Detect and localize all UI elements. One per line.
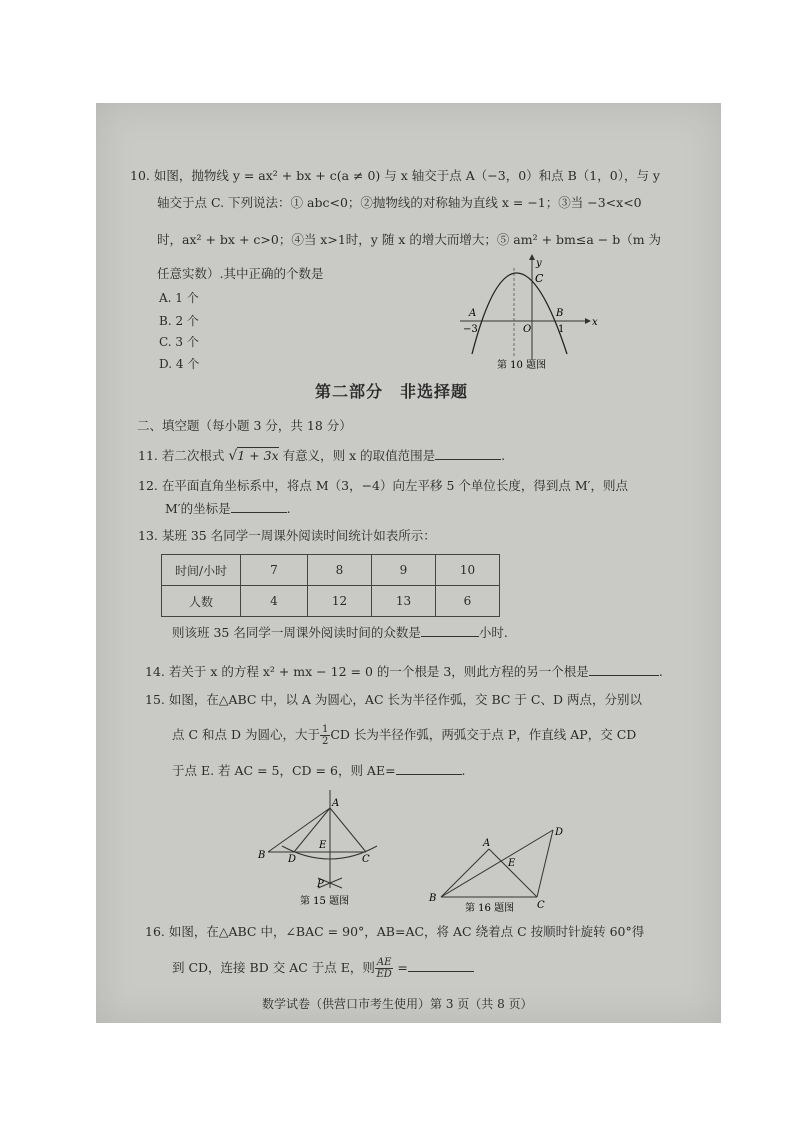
- label-e: E: [319, 840, 327, 851]
- q14-answer-blank[interactable]: [589, 663, 659, 676]
- line-ac: [330, 808, 366, 852]
- q14-post: .: [658, 664, 663, 679]
- table-cell: 人数: [162, 586, 241, 617]
- q10-option-a: A. 1 个: [159, 291, 199, 305]
- q12-line2: M′的坐标是 .: [165, 501, 291, 516]
- label-a: A: [469, 308, 477, 319]
- table-cell: 12: [308, 586, 372, 617]
- table-row: [162, 555, 500, 586]
- label-d: D: [288, 854, 297, 865]
- section2-header: 二、填空题（每小题 3 分，共 18 分）: [137, 418, 352, 433]
- q16-line2: [172, 957, 474, 980]
- label-b: B: [556, 308, 564, 319]
- q16-line1: 16. 如图，在△ABC 中，∠BAC = 90°，AB=AC，将 AC 绕着点 C 按顺时针旋转 60°得: [145, 924, 645, 939]
- q15-answer-blank[interactable]: [396, 762, 462, 775]
- q15-line3: [172, 762, 466, 779]
- label-c: C: [535, 272, 544, 285]
- label-b: B: [258, 850, 266, 861]
- q12-line2-text: M′的坐标是: [165, 501, 231, 516]
- table-cell: 6: [436, 586, 500, 617]
- q10-option-b: B. 2 个: [159, 314, 199, 328]
- q10-line4: 任意实数）.其中正确的个数是: [157, 266, 324, 281]
- q15-line3-pre: 于点 E. 若 AC = 5，CD = 6，则 AE=: [172, 763, 396, 778]
- q11-pre: 11. 若二次根式: [138, 448, 229, 463]
- q16-answer-blank[interactable]: [408, 959, 474, 972]
- line-ac: [489, 849, 537, 897]
- q13-intro: 13. 某班 35 名同学一周课外阅读时间统计如表所示：: [138, 528, 436, 543]
- q15-line2: [172, 724, 636, 747]
- figure-10-parabola: [455, 250, 605, 375]
- label-e: E: [508, 858, 516, 869]
- table-cell: 7: [241, 555, 308, 586]
- q12-answer-blank[interactable]: [231, 500, 287, 513]
- label-d: D: [555, 827, 564, 838]
- q15-fraction: [320, 724, 330, 747]
- label-y: y: [536, 258, 542, 269]
- table-cell: 时间/小时: [162, 555, 241, 586]
- table-row: [162, 586, 500, 617]
- q15-line2-post: CD 长为半径作弧，两弧交于点 P，作直线 AP，交 CD: [330, 727, 637, 742]
- q11-post: 有意义，则 x 的取值范围是: [278, 448, 436, 463]
- q13-question: [172, 624, 508, 641]
- label-x: x: [592, 317, 598, 328]
- table-cell: 9: [372, 555, 436, 586]
- q11-answer-blank[interactable]: [435, 447, 501, 460]
- q13-after-pre: 则该班 35 名同学一周课外阅读时间的众数是: [172, 625, 421, 640]
- q16-line2-post: =: [393, 960, 408, 975]
- q10-option-c: C. 3 个: [159, 335, 199, 349]
- label-c: C: [537, 900, 545, 911]
- q14: [145, 663, 663, 680]
- label-c: C: [362, 854, 370, 865]
- fraction-denominator: ED: [376, 969, 392, 980]
- q16-line2-pre: 到 CD，连接 BD 交 AC 于点 E，则: [172, 960, 375, 975]
- page-footer: 数学试卷（供营口市考生使用）第 3 页（共 8 页）: [262, 997, 533, 1011]
- fraction-numerator: 1: [321, 724, 329, 735]
- q10-line1: 10. 如图，抛物线 y = ax² + bx + c(a ≠ 0) 与 x 轴交于点 A（−3，0）和点 B（1，0），与 y: [130, 168, 660, 183]
- q15-line3-post: .: [461, 763, 466, 778]
- figure-15-caption: 第 15 题图: [300, 896, 350, 907]
- q13-table: [161, 554, 500, 617]
- table-cell: 10: [436, 555, 500, 586]
- q10-line3: 时，ax² + bx + c>0；④当 x>1时，y 随 x 的增大而增大；⑤ am² + bm≤a − b（m 为: [157, 232, 662, 247]
- line-bd: [441, 830, 553, 897]
- part2-title: 第二部分 非选择题: [315, 382, 469, 401]
- q16-fraction: [375, 957, 394, 980]
- table-cell: 13: [372, 586, 436, 617]
- fraction-numerator: AE: [376, 957, 392, 968]
- q12-line1: 12. 在平面直角坐标系中，将点 M（3，−4）向左平移 5 个单位长度，得到点 M′，则点: [138, 478, 629, 493]
- label-b: B: [429, 893, 437, 904]
- label-a: A: [483, 838, 491, 849]
- figure-15: [252, 788, 392, 910]
- label-neg3: −3: [463, 324, 478, 335]
- label-a: A: [332, 798, 340, 809]
- q10-option-d: D. 4 个: [159, 357, 200, 371]
- q15-line1: 15. 如图，在△ABC 中，以 A 为圆心，AC 长为半径作弧，交 BC 于 C、D 两点，分别以: [145, 692, 642, 707]
- label-one: 1: [558, 324, 565, 335]
- label-p: P: [317, 879, 324, 890]
- q13-answer-blank[interactable]: [421, 624, 479, 637]
- q11: 11. 若二次根式 √1 + 3x 有意义，则 x 的取值范围是 .: [138, 448, 506, 464]
- table-cell: 8: [308, 555, 372, 586]
- parabola-curve: [472, 273, 567, 354]
- q15-line2-pre: 点 C 和点 D 为圆心，大于: [172, 727, 320, 742]
- label-o: O: [523, 324, 532, 335]
- table-cell: 4: [241, 586, 308, 617]
- q10-line2: 轴交于点 C. 下列说法：① abc<0；②抛物线的对称轴为直线 x = −1；③当 −3<x<0: [157, 195, 642, 210]
- figure-10-caption: 第 10 题图: [497, 360, 547, 371]
- q11-radicand: 1 + 3x: [237, 448, 279, 463]
- fraction-denominator: 2: [321, 736, 329, 747]
- line-cd: [537, 830, 553, 897]
- q14-pre: 14. 若关于 x 的方程 x² + mx − 12 = 0 的一个根是 3，则此方程的另一个根是: [145, 664, 589, 679]
- figure-16: [425, 820, 575, 915]
- figure-16-caption: 第 16 题图: [465, 903, 515, 914]
- q13-after-post: 小时.: [478, 625, 508, 640]
